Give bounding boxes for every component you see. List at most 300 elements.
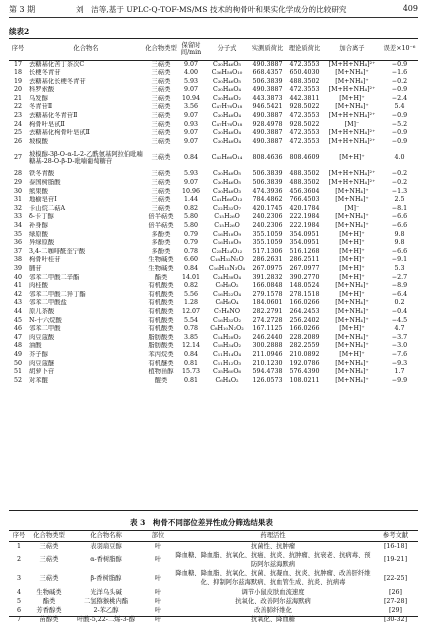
table2-cell: C₃₀H₄₆O₅ bbox=[212, 179, 242, 187]
table2-cell: 166.0848 bbox=[252, 282, 283, 290]
table2-cell: 5.80 bbox=[183, 222, 199, 229]
table2-cell: [M+NH₄]⁺ bbox=[335, 376, 369, 384]
table2-cell: −0.9 bbox=[391, 112, 408, 120]
table2-cell: 三萜类 bbox=[151, 170, 171, 178]
table2-cell: 冬青苷Ⅱ bbox=[29, 103, 53, 111]
table2-cell: 21 bbox=[13, 94, 22, 102]
table2-cell: 9.07 bbox=[183, 129, 199, 137]
table3-header-cell: 化合物名称 bbox=[90, 532, 122, 540]
table2-cell: [M+H+NH₄]²⁺ bbox=[328, 170, 376, 178]
table2-cell: 0.79 bbox=[183, 239, 199, 247]
table2-row bbox=[9, 291, 418, 300]
table2-row bbox=[9, 317, 418, 326]
table2-row bbox=[9, 265, 418, 274]
table2-cell: [M+H]⁺ bbox=[339, 154, 365, 162]
table2-cell: 23 bbox=[13, 112, 22, 120]
table2-header-cell: 实测质荷比 bbox=[251, 45, 284, 53]
table3-cell: 抗菌性、抗肿瘤 bbox=[250, 542, 296, 550]
table2-cell: C₁₄H₂₈O₂ bbox=[212, 333, 242, 341]
table2-cell: 928.5022 bbox=[289, 120, 320, 128]
table2-cell: 48 bbox=[13, 342, 22, 350]
table2-cell: 766.4503 bbox=[289, 196, 320, 204]
table2-cell: 46 bbox=[13, 325, 22, 333]
table3-cell: 降血糖、降血脂、抗氧化、抗菌、抗凝血、抗炎、抗肿瘤、改善肝纤维化、抑制阿尔兹海默病、抗血管生成、抗炎、抗病毒 bbox=[175, 570, 371, 587]
table3-header-cell: 参考文献 bbox=[382, 532, 409, 540]
table3-cell: [16-18] bbox=[383, 542, 408, 550]
table2-cell: 25 bbox=[13, 129, 22, 137]
page-number: 409 bbox=[402, 4, 418, 13]
table2-cell: 肉豆蔻醚 bbox=[29, 359, 55, 367]
table2-row bbox=[9, 256, 418, 265]
table2-cell: [M+NH₄]⁺ bbox=[335, 307, 369, 315]
table2-cell: 0.84 bbox=[183, 154, 199, 162]
table2-cell: 生物碱类 bbox=[148, 264, 174, 272]
table2-cell: −0.9 bbox=[391, 129, 408, 137]
table2-cell: −0.4 bbox=[391, 307, 408, 315]
table2-cell: 39 bbox=[13, 264, 22, 272]
table2-cell: 264.2453 bbox=[289, 307, 320, 315]
table2-cell: 228.2089 bbox=[289, 333, 320, 341]
table2-row bbox=[9, 274, 418, 283]
table2-header-cell: 加合离子 bbox=[339, 45, 365, 53]
table2-cell: C₈H₁₀N₂O₂ bbox=[210, 325, 244, 333]
table2-cell: [M+H]⁺ bbox=[339, 256, 365, 264]
table2-cell: 488.3502 bbox=[289, 179, 320, 187]
table2-cell: 三萜类 bbox=[151, 86, 171, 94]
table2-cell: 枸骨叶皂甙Ⅱ bbox=[29, 120, 65, 128]
table2-cell: 18 bbox=[13, 69, 22, 77]
running-title: 刘 洁等,基于 UPLC-Q-TOF-MS/MS 技术的枸骨叶和果实化学成分的比较研究 bbox=[76, 5, 347, 14]
table2-cell: 有机酸类 bbox=[148, 325, 174, 333]
table2-cell: C₄₁H₆₆O₁₃ bbox=[211, 196, 243, 204]
table3-cell: 叶 bbox=[154, 597, 162, 605]
table2-cell: 50 bbox=[13, 359, 22, 367]
table2-cell: 有机酸类 bbox=[148, 290, 174, 298]
table2-cell: [M]⁻ bbox=[344, 120, 360, 128]
table2-cell: 391.2832 bbox=[252, 273, 283, 281]
table2-cell: [M+H]⁺ bbox=[339, 230, 365, 238]
table2-cell: C₃₀H₄₈O₄ bbox=[212, 129, 242, 137]
table2-cell: 256.2402 bbox=[289, 316, 320, 324]
table3-cell: 三萜类 bbox=[39, 556, 59, 564]
table2-cell: 488.3502 bbox=[289, 77, 320, 85]
table2-cell: 222.1984 bbox=[289, 213, 320, 221]
table2-cell: 488.3502 bbox=[289, 170, 320, 178]
table2-cell: 40 bbox=[13, 273, 22, 281]
table2-cell: −6.6 bbox=[391, 222, 408, 229]
table2-cell: −0.2 bbox=[391, 179, 408, 187]
table2-cell: 邻苯二甲酸二异丁酯 bbox=[29, 290, 86, 298]
table2-row bbox=[9, 360, 418, 369]
table2-cell: 熊果酸 bbox=[29, 187, 48, 195]
issue-number: 第 3 期 bbox=[9, 5, 36, 14]
table3-header-cell: 序号 bbox=[12, 532, 26, 540]
table2-row bbox=[9, 351, 418, 360]
table2-cell: 267.0975 bbox=[252, 264, 283, 272]
table2-cell: [M+H+NH₄]²⁺ bbox=[328, 112, 376, 120]
table2-row bbox=[9, 368, 418, 377]
table2-header-cell: 序号 bbox=[11, 45, 25, 53]
table2-cell: [M+NH₄]⁺ bbox=[335, 299, 369, 307]
table2-cell: [M+NH₄]⁺ bbox=[335, 222, 369, 229]
table2-header-cell: 理论质荷比 bbox=[288, 45, 321, 53]
table2-cell: 38 bbox=[13, 256, 22, 264]
table2-cell: [M+NH₄]⁺ bbox=[335, 368, 369, 376]
table2-cell: 22 bbox=[13, 103, 22, 111]
table2-cell: −4.5 bbox=[391, 316, 408, 324]
table2-cell: 472.3553 bbox=[289, 60, 320, 68]
table2-cell: 枸骨叶桂苷 bbox=[29, 256, 61, 264]
table2-cell: C₆H₄O₂ bbox=[215, 376, 239, 384]
table2-row bbox=[9, 377, 418, 386]
table2-cell: 390.2770 bbox=[289, 273, 320, 281]
table2-cell: 1.7 bbox=[394, 368, 405, 376]
table3-cell: 叶 bbox=[154, 616, 162, 624]
table2-cell: 9.07 bbox=[183, 60, 199, 68]
table2-row bbox=[9, 103, 418, 112]
table2-cell: −0.9 bbox=[391, 60, 408, 68]
table2-cell: 29 bbox=[13, 179, 22, 187]
table2-cell: 去糖基化苦丁茶次C bbox=[29, 60, 85, 68]
table2-cell: 0.78 bbox=[183, 247, 199, 255]
table2-row bbox=[9, 205, 418, 214]
table2-row bbox=[9, 95, 418, 104]
table3-cell: 改善肺纤维化 bbox=[254, 606, 292, 614]
table2-cell: 4.0 bbox=[394, 154, 405, 162]
table2-cell: 植物甾醇 bbox=[148, 368, 174, 376]
table2-cell: 邻苯二甲酸二辛酯 bbox=[29, 273, 80, 281]
table2-cell: 0.84 bbox=[183, 264, 199, 272]
table2-cell: C₉H₈O₂ bbox=[215, 282, 239, 290]
table2-cell: 517.1306 bbox=[252, 247, 283, 255]
table2-row bbox=[9, 60, 418, 69]
table2-cell: C₃₀H₄₈O₃ bbox=[212, 187, 242, 195]
table3-cell: 2-苯乙醇 bbox=[93, 606, 119, 614]
table2-cell: 1.44 bbox=[183, 196, 199, 204]
table2 bbox=[9, 39, 418, 385]
table2-cell: 286.2511 bbox=[289, 256, 320, 264]
table2-cell: [M+H]⁺ bbox=[339, 325, 365, 333]
table2-cell: 32 bbox=[13, 204, 22, 212]
table2-cell: 192.0786 bbox=[289, 359, 320, 367]
table2-cell: 279.1578 bbox=[252, 290, 283, 298]
table2-cell: 3,4-二咖啡酰奎宁酸 bbox=[29, 248, 86, 256]
table2-cell: 三萜类 bbox=[151, 154, 171, 162]
table2-cell: [M+NH₄]⁺ bbox=[335, 77, 369, 85]
table2-cell: 166.0266 bbox=[289, 299, 320, 307]
table3-cell: [19-21] bbox=[383, 556, 408, 564]
table2-cell: 多酚类 bbox=[151, 247, 171, 255]
table2-cell: [M+H]⁺ bbox=[339, 247, 365, 255]
table2-cell: 668.4357 bbox=[252, 69, 283, 77]
table3-cell: [27-28] bbox=[383, 597, 408, 605]
table2-cell: 长梗冬青苷 bbox=[29, 69, 61, 77]
table2-cell: C₃₀H₄₈O₄ bbox=[212, 112, 242, 120]
table2-cell: −0.9 bbox=[391, 86, 408, 94]
table2-cell: 286.2631 bbox=[252, 256, 283, 264]
table2-row bbox=[9, 121, 418, 130]
table3-cell: 二氢猕猴桃内酯 bbox=[83, 597, 129, 605]
table2-cell: 5.4 bbox=[394, 103, 405, 111]
table2-cell: C₈H₆O₄ bbox=[215, 299, 239, 307]
table2-cell: 乌发醇 bbox=[29, 94, 48, 102]
table2-bottom-rule bbox=[9, 510, 418, 511]
table2-cell: 49 bbox=[13, 350, 22, 358]
table2-cell: 300.2888 bbox=[252, 342, 283, 350]
table2-cell: 0.79 bbox=[183, 230, 199, 238]
table2-row bbox=[9, 112, 418, 121]
table3-cell: 6 bbox=[16, 606, 21, 614]
table2-cell: 有机酸类 bbox=[148, 316, 174, 324]
table2-cell: 9.07 bbox=[183, 86, 199, 94]
table2-cell: [M+NH₄]⁺ bbox=[335, 316, 369, 324]
table2-cell: C₄₇H₇₆O₁₈ bbox=[211, 103, 243, 111]
table3-cell: [26] bbox=[389, 588, 402, 596]
table2-cell: 地榆皂苷Ⅰ bbox=[29, 196, 57, 204]
table2-cell: 补身醇 bbox=[29, 222, 48, 229]
table3-row bbox=[9, 541, 418, 551]
table2-cell: 43 bbox=[13, 299, 22, 307]
table2-cell: 928.4978 bbox=[252, 120, 283, 128]
table2-cell: 784.4862 bbox=[252, 196, 283, 204]
table2-cell: 泰国树脂酸 bbox=[29, 179, 61, 187]
table3-row bbox=[9, 551, 418, 569]
table2-cell: 37 bbox=[13, 247, 22, 255]
table2-cell: −0.9 bbox=[391, 137, 408, 145]
table3-cell: 1 bbox=[16, 542, 21, 550]
table2-cell: −9.1 bbox=[391, 256, 408, 264]
table2-cell: 456.3604 bbox=[289, 187, 320, 195]
table2-cell: −6.6 bbox=[391, 213, 408, 221]
table2-cell: 45 bbox=[13, 316, 22, 324]
table2-cell: 490.3887 bbox=[252, 137, 283, 145]
table2-cell: 坡模醇-3β-O-α-L-2-乙酰氨基阿拉伯吡喃糖基-28-O-β-D-吡喃葡萄糖苷 bbox=[29, 150, 143, 166]
table2-cell: 210.0892 bbox=[289, 350, 320, 358]
table2-cell: 9.8 bbox=[394, 239, 405, 247]
table2-row bbox=[9, 213, 418, 222]
table3-cell: [29] bbox=[389, 606, 402, 614]
table3-cell: 叶 bbox=[154, 574, 162, 582]
table2-cell: C₁₆H₁₈O₉ bbox=[212, 239, 242, 247]
table3-row bbox=[9, 597, 418, 606]
table2-cell: C₃₀H₄₈O₄ bbox=[212, 137, 242, 145]
table2-cell: 胡萝卜苷 bbox=[29, 368, 55, 376]
table3-cell: 生物碱类 bbox=[36, 588, 62, 596]
table2-cell: N-十六烷酸 bbox=[29, 316, 62, 324]
table3-cell: 3 bbox=[16, 574, 21, 582]
table2-cell: 41 bbox=[13, 282, 22, 290]
table2-cell: C₄₂H₆₆O₁₄ bbox=[211, 154, 243, 162]
table2-row bbox=[9, 299, 418, 308]
table2-cell: [M+H+NH₄]²⁺ bbox=[328, 60, 376, 68]
table3-cell: 芳香醇类 bbox=[36, 606, 62, 614]
table2-cell: 有机醚类 bbox=[148, 359, 174, 367]
table2-cell: 594.4738 bbox=[252, 368, 283, 376]
table2-cell: C₇H₆NO bbox=[213, 307, 241, 315]
table2-cell: 绿原酸 bbox=[29, 230, 48, 238]
table2-cell: 167.1125 bbox=[252, 325, 283, 333]
table2-cell: 650.4030 bbox=[289, 69, 320, 77]
table2-cell: 928.5022 bbox=[289, 103, 320, 111]
table2-cell: C₃₀H₄₆O₅ bbox=[212, 60, 242, 68]
table2-cell: 10.94 bbox=[181, 94, 201, 102]
table2-cell: 3.85 bbox=[183, 333, 199, 341]
table2-cell: [M+NH₄]⁺ bbox=[335, 342, 369, 350]
table2-cell: 0.81 bbox=[183, 376, 199, 384]
table3-cell: [22-25] bbox=[383, 574, 408, 582]
table2-row bbox=[9, 248, 418, 257]
table2-row bbox=[9, 78, 418, 87]
table2-cell: −7.6 bbox=[391, 350, 408, 358]
table2-row bbox=[9, 342, 418, 351]
table2-cell: [M+NH₄]⁺ bbox=[335, 187, 369, 195]
table2-cell: 三萜类 bbox=[151, 94, 171, 102]
table3-bottom-rule bbox=[9, 616, 418, 617]
table2-cell: 35 bbox=[13, 230, 22, 238]
table3-cell: 苗醇类 bbox=[39, 616, 59, 624]
table2-cell: 4.00 bbox=[183, 69, 199, 77]
table2-cell: 354.0951 bbox=[289, 230, 320, 238]
table2-cell: C₂₅H₂₄O₁₂ bbox=[211, 247, 243, 255]
table2-row bbox=[9, 325, 418, 334]
table2-cell: 坡模酸 bbox=[29, 137, 48, 145]
table2-row bbox=[9, 196, 418, 205]
table2-cell: 274.2728 bbox=[252, 316, 283, 324]
table3-header-cell: 药理活性 bbox=[260, 532, 286, 540]
table2-cell: 506.3839 bbox=[252, 77, 283, 85]
table2-cell: C₁₆H₃₂O₂ bbox=[212, 316, 242, 324]
table2-cell: C₂₂H₃₂O₇ bbox=[212, 204, 242, 212]
table2-cell: 三萜类 bbox=[151, 129, 171, 137]
table2-cell: 28 bbox=[13, 170, 22, 178]
table3 bbox=[9, 531, 418, 624]
table2-cell: −2.7 bbox=[391, 273, 408, 281]
table3-cell: 降血糖、降血脂、抗氧化、抗癌、抗炎、抗肿瘤、抗衰老、抗病毒、预防阿尔兹海默病 bbox=[175, 551, 371, 568]
table2-cell: 278.1518 bbox=[289, 290, 320, 298]
table2-cell: C₃₀H₄₈O₅ bbox=[212, 170, 242, 178]
table2-cell: 240.2306 bbox=[252, 222, 283, 229]
table2-cell: 1.28 bbox=[183, 299, 199, 307]
table2-cell: 0.78 bbox=[183, 325, 199, 333]
table2-cell: 异绿原酸 bbox=[29, 239, 55, 247]
table3-cell: β-香树脂醇 bbox=[90, 574, 122, 582]
table2-cell: [M+H]⁺ bbox=[339, 273, 365, 281]
table2-cell: 三萜类 bbox=[151, 69, 171, 77]
table2-cell: 铁冬青酸 bbox=[29, 170, 55, 178]
table2-cell: −5.2 bbox=[391, 120, 408, 128]
table2-cell: −8.1 bbox=[391, 204, 408, 212]
table2-cell: 443.3873 bbox=[252, 94, 283, 102]
table2-cell: 3.56 bbox=[183, 103, 199, 111]
table2-cell: 474.3936 bbox=[252, 187, 283, 195]
table2-cell: C₁₈H₃₄O₂ bbox=[212, 342, 242, 350]
table2-cell: 0.81 bbox=[183, 359, 199, 367]
table2-row bbox=[9, 170, 418, 179]
table3-cell: 抗氧化、改善阿尔兹海默病 bbox=[235, 597, 311, 605]
table2-cell: 0.82 bbox=[183, 282, 199, 290]
table2-cell: 420.1784 bbox=[289, 204, 320, 212]
table2-cell: C₁₆H₁₅N₃O₄ bbox=[208, 264, 246, 272]
table3-cell: 抗氧化、降血糖 bbox=[250, 616, 296, 624]
table2-cell: 脯苷 bbox=[29, 264, 42, 272]
table2-cell: 邻苯二甲酸盐 bbox=[29, 299, 67, 307]
table2-cell: 多酚类 bbox=[151, 239, 171, 247]
table2-cell: −0.2 bbox=[391, 170, 408, 178]
table2-row bbox=[9, 222, 418, 231]
table2-cell: [M+H]⁺ bbox=[339, 290, 365, 298]
table2-cell: 4.7 bbox=[394, 325, 405, 333]
table2-cell: 肉豆蔻酸 bbox=[29, 333, 55, 341]
table2-cell: 三萜类 bbox=[151, 179, 171, 187]
table2-header-cell: 保留时间/min bbox=[180, 41, 202, 57]
table2-cell: 12.07 bbox=[181, 307, 201, 315]
table2-cell: 醌类 bbox=[154, 376, 168, 384]
table3-cell: 叶 bbox=[154, 588, 162, 596]
table3-cell: 7 bbox=[16, 616, 21, 624]
table2-cell: 5.80 bbox=[183, 213, 199, 221]
table2-cell: 490.3887 bbox=[252, 129, 283, 137]
table2-cell: 去糖基化长梗冬青苷 bbox=[29, 77, 86, 85]
table2-cell: 282.2559 bbox=[289, 342, 320, 350]
table2-cell: 倍半萜类 bbox=[148, 222, 174, 229]
table2-cell: 0.2 bbox=[394, 299, 405, 307]
table2-cell: 472.3553 bbox=[289, 137, 320, 145]
table2-cell: [M]⁻ bbox=[344, 204, 360, 212]
table2-cell: C₂₄H₃₈O₄ bbox=[212, 273, 242, 281]
table3-cell: α-香树脂醇 bbox=[90, 556, 122, 564]
table2-cell: 516.1268 bbox=[289, 247, 320, 255]
table2-cell: C₁₅H₂₆O bbox=[214, 213, 240, 221]
table2-cell: [M+NH₄]⁺ bbox=[335, 282, 369, 290]
table2-cell: 808.4609 bbox=[289, 154, 320, 162]
table2-cell: 47 bbox=[13, 333, 22, 341]
table2-cell: 490.3887 bbox=[252, 86, 283, 94]
table2-cell: 52 bbox=[13, 376, 22, 384]
table2-cell: 472.3553 bbox=[289, 86, 320, 94]
table2-header-cell: 分子式 bbox=[217, 45, 237, 53]
table2-cell: 34 bbox=[13, 222, 22, 229]
table2-cell: 15.73 bbox=[181, 368, 201, 376]
table2-cell: 14.01 bbox=[181, 273, 201, 281]
table3-header-cell: 部位 bbox=[151, 532, 165, 540]
table2-cell: 30 bbox=[13, 187, 22, 195]
table2-cell: C₁₅H₂₆O bbox=[214, 222, 240, 229]
table2-cell: 多酚类 bbox=[151, 230, 171, 238]
table2-cell: [M+H]⁺ bbox=[339, 239, 365, 247]
table2-cell: 355.1059 bbox=[252, 230, 283, 238]
table2-cell: 12.14 bbox=[181, 342, 201, 350]
table2-cell: 三萜类 bbox=[151, 60, 171, 68]
table2-cell: 51 bbox=[13, 368, 22, 376]
table2-cell: 有机酸类 bbox=[148, 282, 174, 290]
table2-cell: −8.9 bbox=[391, 282, 408, 290]
table2-cell: 0.84 bbox=[183, 350, 199, 358]
table2-cell: 148.0524 bbox=[289, 282, 320, 290]
table3-header bbox=[9, 531, 418, 541]
table2-cell: 246.2440 bbox=[252, 333, 283, 341]
table2-cell: 三萜类 bbox=[151, 204, 171, 212]
table2-cell: C₃₆H₅₈O₁₀ bbox=[211, 69, 243, 77]
table2-cell: 5.93 bbox=[183, 170, 199, 178]
table2-cell: C₁₁H₁₄O₄ bbox=[212, 350, 242, 358]
table2-cell: C₁₈H₃₂N₂O bbox=[210, 256, 244, 264]
table2-cell: 三萜类 bbox=[151, 112, 171, 120]
table2-cell: 苯丙烷类 bbox=[148, 350, 174, 358]
table2-row bbox=[9, 146, 418, 170]
table2-cell: 946.5421 bbox=[252, 103, 283, 111]
table2-cell: 去糖基化冬青苷Ⅱ bbox=[29, 112, 78, 120]
table3-cell: 酯类 bbox=[42, 597, 56, 605]
